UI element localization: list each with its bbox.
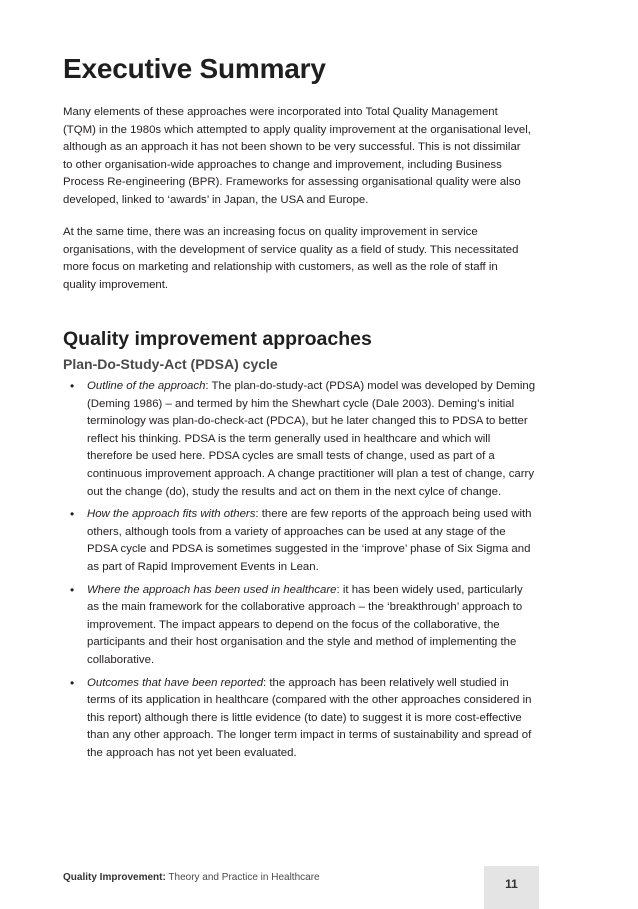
bullet-item	[63, 582, 537, 670]
bullet-item	[63, 378, 537, 501]
bullet-label: Where the approach has been used in healthcare	[87, 583, 337, 596]
bullet-label: How the approach fits with others	[87, 508, 256, 521]
bullet-label: Outline of the approach	[87, 380, 206, 392]
page-title: Executive Summary	[63, 53, 326, 84]
section-heading: Quality improvement approaches	[63, 328, 372, 350]
bullet-text: : it has been widely used, particularly as the main framework for the collaborative approach – the ‘breakthrough’ approach to improvement. The impact appears to depend on the focus of the collaborative, the participants and their host organisation and the style and method of implementing the collaborative.	[87, 583, 523, 666]
footer-subtitle: Theory and Practice in Healthcare	[165, 872, 320, 883]
bullet-icon: •	[70, 582, 75, 597]
bullet-text: : there are few reports of the approach being used with others, although tools from a variety of approaches can be used at any stage of the PDSA cycle and PDSA is sometimes suggested in the ‘improve’ phase of Six Sigma and as part of Rapid Improvement Events in Lean.	[87, 508, 532, 573]
bullet-icon: •	[70, 675, 75, 690]
bullet-icon: •	[70, 379, 75, 393]
footer-title-bold: Quality Improvement:	[63, 872, 166, 883]
bullet-icon: •	[70, 507, 75, 522]
page-number-tab	[484, 866, 539, 909]
bullet-item	[63, 506, 537, 576]
intro-paragraph-2: At the same time, there was an increasing focus on quality improvement in service organisations, with the development of service quality as a field of study. This necessitated more focus on marketing and relationship with customers, as well as the role of staff in quality improvement.	[63, 226, 519, 291]
bullet-text: : The plan-do-study-act (PDSA) model was developed by Deming (Deming 1986) – and termed by him the Shewhart cycle (Dale 2003). Deming’s initial terminology was plan-do-check-act (PDCA), but he later changed this to PDSA to better reflect his thinking. PDSA is the term generally used in healthcare and which will therefore be used here. PDSA cycles are small tests of change, used as part of a continuous improvement approach. A change practitioner will plan a test of change, carry out the change (do), study the results and act on them in the next cylce of change.	[87, 380, 536, 498]
bullet-label: Outcomes that have been reported	[87, 676, 264, 689]
bullet-item	[63, 675, 537, 763]
subsection-heading: Plan-Do-Study-Act (PDSA) cycle	[63, 356, 278, 372]
intro-paragraph-1: Many elements of these approaches were incorporated into Total Quality Management (TQM) in the 1980s which attempted to apply quality improvement at the organisational level, although as an approach it has not been shown to be very successful. This is not dissimilar to other organisation-wide approaches to change and improvement, including Business Process Re-engineering (BPR). Frameworks for assessing organisational quality were also developed, linked to ‘awards’ in Japan, the USA and Europe.	[63, 106, 531, 206]
page-number: 11	[505, 877, 518, 891]
bullet-list	[63, 378, 537, 767]
footer-book-title	[63, 872, 320, 883]
bullet-text: : the approach has been relatively well studied in terms of its application in healthcare (compared with the other approaches considered in this report) although there is little evidence (to date) to suggest it is more cost-effective than any other approach. The longer term impact in terms of sustainability and spread of the approach has not yet been evaluated.	[87, 676, 532, 759]
